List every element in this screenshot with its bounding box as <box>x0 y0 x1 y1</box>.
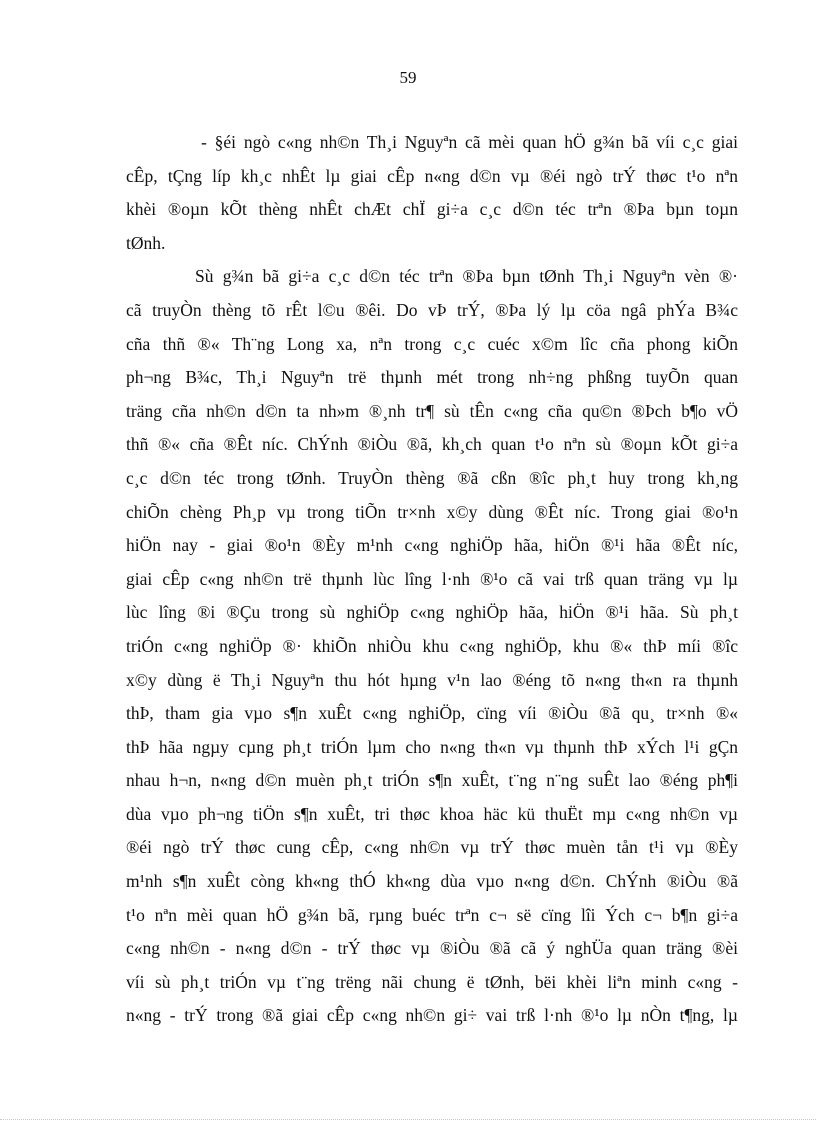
text-line: dùa vµo ph¬ng tiÖn s¶n xuÊt, tri thøc khoa häc kü thuËt mµ c«ng nh©n vµ <box>126 803 738 824</box>
text-line: thÞ, tham gia vµo s¶n xuÊt c«ng nghiÖp, cïng víi ®iÒu ®ã qu¸ tr×nh ®« <box>126 703 738 724</box>
text-line: triÓn c«ng nghiÖp ®· khiÕn nhiÒu khu c«ng nghiÖp, khu ®« thÞ míi ®îc <box>126 635 738 656</box>
text-line: khèi ®oµn kÕt thèng nhÊt chÆt chÏ gi÷a c¸c d©n téc trªn ®Þa bµn toµn <box>126 199 738 220</box>
paragraph-2 <box>126 260 738 1033</box>
page-number: 59 <box>399 68 417 87</box>
text-line: cÊp, tÇng líp kh¸c nhÊt lµ giai cÊp n«ng d©n vµ ®éi ngò trÝ thøc t¹o nªn <box>126 165 738 186</box>
text-line: ph¬ng B¾c, Th¸i Nguyªn trë thµnh mét trong nh÷ng phßng tuyÕn quan <box>126 367 738 388</box>
text-line: víi sù ph¸t triÓn vµ t¨ng trëng nãi chung ë tØnh, bëi khèi liªn minh c«ng - <box>126 971 738 992</box>
text-line: thñ ®« cña ®Êt níc. ChÝnh ®iÒu ®ã, kh¸ch quan t¹o nªn sù ®oµn kÕt gi÷a <box>126 434 738 455</box>
text-line: m¹nh s¶n xuÊt còng kh«ng thÓ kh«ng dùa vµo n«ng d©n. ChÝnh ®iÒu ®ã <box>126 871 738 892</box>
text-line: träng cña nh©n d©n ta nh»m ®¸nh tr¶ sù tÊn c«ng cña qu©n ®Þch b¶o vÖ <box>126 400 738 421</box>
text-line: cã truyÒn thèng tõ rÊt l©u ®êi. Do vÞ trÝ, ®Þa lý lµ cöa ngâ phÝa B¾c <box>126 299 738 320</box>
paragraph-1 <box>126 126 738 260</box>
text-line: n«ng - trÝ trong ®ã giai cÊp c«ng nh©n gi÷ vai trß l·nh ®¹o lµ nÒn t¶ng, lµ <box>126 1005 738 1026</box>
text-line: x©y dùng ë Th¸i Nguyªn thu hót hµng v¹n lao ®éng tõ n«ng th«n ra thµnh <box>126 669 738 690</box>
text-line: hiÖn nay - giai ®o¹n ®Èy m¹nh c«ng nghiÖp hãa, hiÖn ®¹i hãa ®Êt níc, <box>126 535 738 556</box>
text-line: ®éi ngò trÝ thøc cung cÊp, c«ng nh©n vµ trÝ thøc muèn tån t¹i vµ ®Èy <box>126 837 738 858</box>
text-line: c«ng nh©n - n«ng d©n - trÝ thøc vµ ®iÒu ®ã cã ý nghÜa quan träng ®èi <box>126 938 738 959</box>
text-line: thÞ hãa ngµy cµng ph¸t triÓn lµm cho n«ng th«n vµ thµnh thÞ xÝch l¹i gÇn <box>126 736 738 757</box>
text-line: cña thñ ®« Th¨ng Long xa, nªn trong c¸c cuéc x©m lîc cña phong kiÕn <box>126 333 738 354</box>
page-bottom-border <box>0 1119 816 1120</box>
text-line: chiÕn chèng Ph¸p vµ trong tiÕn tr×nh x©y dùng ®Êt níc. Trong giai ®o¹n <box>126 501 738 522</box>
text-line: Sù g¾n bã gi÷a c¸c d©n téc trªn ®Þa bµn tØnh Th¸i Nguyªn vèn ®· <box>195 266 738 287</box>
body-text <box>126 126 738 1033</box>
text-line: - §éi ngò c«ng nh©n Th¸i Nguyªn cã mèi quan hÖ g¾n bã víi c¸c giai <box>201 132 738 152</box>
text-line: lùc lîng ®i ®Çu trong sù nghiÖp c«ng nghiÖp hãa, hiÖn ®¹i hãa. Sù ph¸t <box>126 602 738 623</box>
text-line: t¹o nªn mèi quan hÖ g¾n bã, rµng buéc trªn c¬ së cïng lîi Ých c¬ b¶n gi÷a <box>126 904 738 925</box>
text-line: tØnh. <box>126 232 166 253</box>
text-line: nhau h¬n, n«ng d©n muèn ph¸t triÓn s¶n xuÊt, t¨ng n¨ng suÊt lao ®éng ph¶i <box>126 770 738 791</box>
text-line: giai cÊp c«ng nh©n trë thµnh lùc lîng l·nh ®¹o cã vai trß quan träng vµ lµ <box>126 568 738 589</box>
text-line: c¸c d©n téc trong tØnh. TruyÒn thèng ®ã cßn ®îc ph¸t huy trong kh¸ng <box>126 467 738 488</box>
